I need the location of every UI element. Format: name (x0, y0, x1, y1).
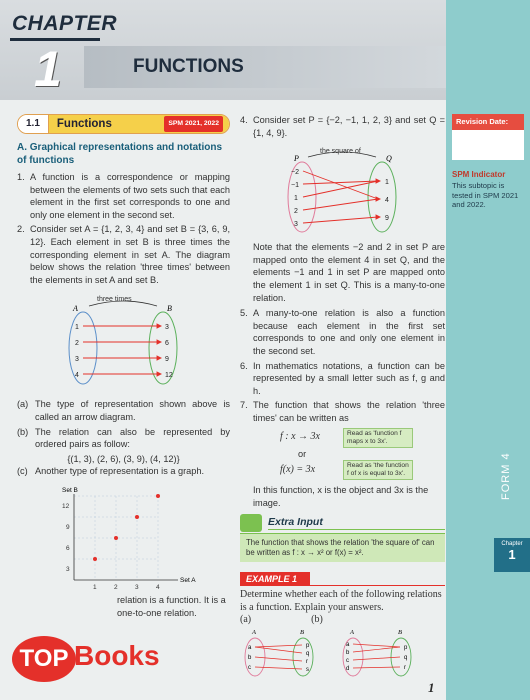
set-a-ellipse (69, 312, 97, 384)
notation-mapping: f : x → 3x (280, 431, 320, 443)
set-b-element: 9 (164, 356, 169, 364)
list-item (17, 171, 230, 221)
set-p-element: 1 (293, 195, 298, 203)
set-q-label: Q (385, 154, 392, 164)
x-tick: 4 (155, 583, 160, 591)
item-text: In mathematics notations, a function can be represented by a small letter such as f, g and h. (253, 360, 445, 396)
section-title (49, 115, 229, 133)
set-b-element: 3 (164, 324, 169, 332)
graph-point (114, 536, 118, 540)
set-q-element: 9 (384, 215, 389, 223)
item-text: A function is a correspondence or mapping between the elements of two sets such that each element in the first set corresponds to one and only one element in the second set. (30, 172, 230, 220)
left-column (17, 114, 230, 619)
chapter-tab (494, 538, 530, 572)
notation-note: Read as 'the function f of x is equal to 3x'. (343, 460, 413, 480)
side-band (446, 0, 530, 700)
notation-function: f(x) = 3x (280, 463, 316, 475)
extra-input-box (240, 513, 445, 562)
list-item (240, 360, 445, 398)
item-number: 2. (17, 224, 25, 235)
chapter-word: CHAPTER (12, 12, 118, 35)
item-number: (c) (17, 466, 28, 477)
extra-input-title: Extra Input (268, 516, 445, 530)
relation-graph (44, 484, 204, 592)
set-a-element: 2 (74, 340, 79, 348)
section-title-text: Functions (56, 117, 112, 130)
set-p-element: 2 (293, 208, 298, 216)
sub-item (17, 398, 230, 423)
set-element: s (306, 666, 309, 673)
item-number: 5. (240, 308, 248, 319)
ordered-pairs: {(1, 3), (2, 6), (3, 9), (4, 12)} (67, 453, 180, 464)
set-a-element: 1 (74, 324, 79, 332)
chapter-tab-number: 1 (508, 547, 516, 562)
list-item (17, 223, 230, 286)
y-tick: 3 (65, 565, 70, 573)
revision-date-field (452, 130, 524, 160)
graph-point (156, 494, 160, 498)
set-element: r (306, 658, 308, 665)
x-tick: 1 (92, 583, 97, 591)
set-a-label: A (72, 304, 78, 314)
example-diagrams (240, 627, 445, 677)
extra-input-body: The function that shows the relation 'the square of' can be written as f : x → x² or f(x) = x². (240, 533, 445, 562)
sub-item (17, 465, 230, 478)
set-b-element: 12 (164, 372, 173, 380)
form-label: FORM 4 (500, 452, 512, 500)
list-item (240, 114, 445, 139)
part-b-label: (b) (311, 614, 323, 626)
y-tick: 9 (65, 523, 70, 531)
item-text: A many-to-one relation is also a function because each element in the first set corresponds to one and only one element in the second set. (253, 308, 445, 356)
spm-indicator-text: This subtopic is tested in SPM 2021 and 2022. (452, 181, 519, 209)
page-number: 1 (428, 680, 435, 695)
set-a-element: 4 (74, 372, 79, 380)
x-tick: 3 (134, 583, 139, 591)
set-element: q (404, 654, 408, 661)
set-label: A (252, 628, 256, 636)
chapter-tab-label: Chapter (501, 541, 523, 547)
set-element: p (306, 642, 310, 649)
spm-indicator-title: SPM Indicator (452, 170, 506, 179)
example-b-diagram (338, 627, 418, 677)
subheading: A. Graphical representations and notations of functions (17, 142, 223, 166)
mapping-arrow (303, 199, 378, 210)
item-text: Another type of representation is a graph. (35, 466, 205, 477)
sub-item (17, 426, 230, 451)
puzzle-icon (240, 514, 262, 532)
item-number: 1. (17, 172, 25, 182)
graph-point (93, 557, 97, 561)
example-parts (240, 614, 445, 627)
set-element: c (248, 664, 251, 671)
set-label: B (398, 628, 402, 636)
example-text: Determine whether each of the following relations is a function. Explain your answers. (240, 589, 442, 613)
y-tick: 12 (61, 502, 69, 510)
item-number: 7. (240, 400, 248, 411)
section-number: 1.1 (18, 115, 49, 133)
example-label: EXAMPLE 1 (240, 572, 310, 586)
list-item (240, 399, 445, 424)
set-element: q (306, 650, 310, 657)
example-a-diagram (240, 627, 320, 677)
graph-point (135, 515, 139, 519)
set-label: B (300, 628, 304, 636)
object-text: In this function, x is the object and 3x is the image. (253, 485, 429, 508)
item-number: (a) (17, 399, 29, 410)
set-b-element: 6 (164, 340, 169, 348)
relation-label: three times (96, 296, 132, 304)
item-text: Consider set P = {−2, −1, 1, 2, 3} and set Q = {1, 4, 9}. (253, 115, 445, 138)
set-element: r (404, 664, 406, 671)
item-text: The type of representation shown above is called an arrow diagram. (35, 399, 230, 422)
logo-top: TOP (12, 636, 76, 682)
item-text: Consider set A = {1, 2, 3, 4} and set B = {3, 6, 9, 12}. Each element in set B is three times the corresponding element in set A. The diagram below shows the relation 'three times' between the elements in set A and set B. (30, 224, 230, 285)
item-number: 4. (240, 115, 248, 125)
arrow-diagram-square (278, 145, 408, 235)
x-tick: 2 (113, 583, 118, 591)
set-b-ellipse (149, 312, 177, 384)
set-p-element: −1 (290, 182, 299, 190)
section-header (17, 114, 230, 134)
set-q-element: 4 (384, 197, 389, 205)
graph-x-label: Set A (179, 576, 196, 584)
set-element: b (346, 649, 350, 656)
continued-text: relation is a function. It is a one-to-one relation. (117, 594, 226, 618)
item-text: The function that shows the relation 'three times' can be written as (253, 400, 445, 423)
set-element: c (346, 657, 349, 664)
spm-tag: SPM 2021, 2022 (164, 116, 223, 133)
relation-label: the square of (319, 148, 361, 156)
set-a-element: 3 (74, 356, 79, 364)
set-element: b (248, 654, 252, 661)
set-p-label: P (293, 154, 299, 164)
set-q-element: 1 (384, 179, 389, 187)
part-a-label: (a) (240, 614, 252, 626)
arrow-diagram-three-times (59, 292, 189, 392)
mapping-arrow (303, 217, 378, 223)
set-b-label: B (166, 304, 172, 314)
set-element: d (346, 665, 350, 672)
extra-input-header (240, 513, 445, 533)
list-item (240, 307, 445, 357)
notation-note: Read as 'function f maps x to 3x'. (343, 428, 413, 448)
set-label: A (350, 628, 354, 636)
item-number: (b) (17, 426, 29, 437)
chapter-number: 1 (34, 41, 62, 97)
chapter-title: FUNCTIONS (133, 56, 244, 77)
set-element: p (404, 644, 408, 651)
set-p-element: −2 (290, 169, 299, 177)
graph-y-label: Set B (61, 486, 78, 494)
set-element: a (248, 644, 252, 651)
function-notation (240, 428, 445, 481)
notation-or: or (298, 448, 307, 459)
set-element: a (346, 641, 350, 648)
topbooks-logo (12, 636, 190, 682)
item-text: The relation can also be represented by ordered pairs as follow: (35, 426, 230, 450)
item-number: 6. (240, 360, 248, 371)
logo-books: Books (74, 640, 160, 671)
right-column (240, 114, 445, 677)
set-p-element: 3 (293, 221, 298, 229)
y-tick: 6 (65, 544, 70, 552)
revision-date-label: Revision Date: (452, 114, 524, 130)
note-text: Note that the elements −2 and 2 in set P are mapped onto the element 4 in set Q, and the elements −1 and 1 in set P are mapped onto the element 1 in set Q. This is a many-to-one relation. (253, 242, 445, 303)
